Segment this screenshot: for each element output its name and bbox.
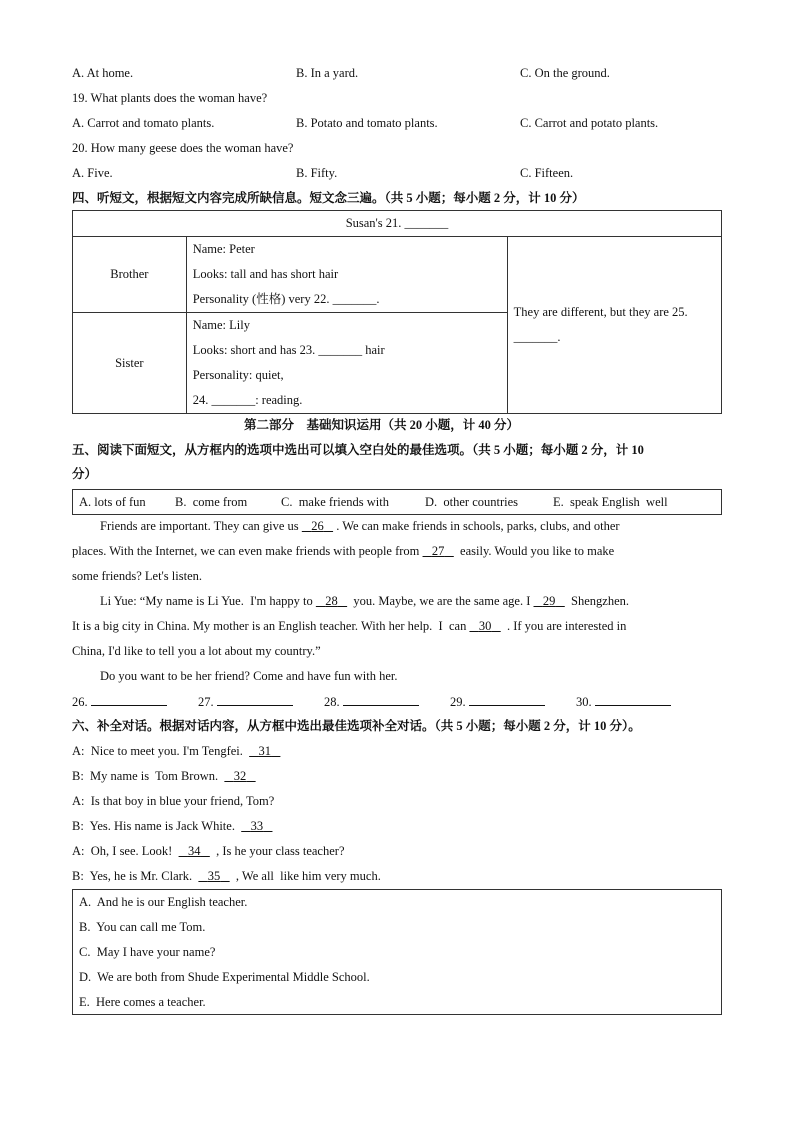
option-a: A. lots of fun <box>79 495 146 509</box>
dialogue-line-5: A: Oh, I see. Look! 34 , Is he your class teacher? <box>72 844 345 858</box>
option-c: C. make friends with <box>281 495 389 509</box>
section5-heading-line2: 分） <box>72 467 98 481</box>
blank-26: 26 <box>311 519 324 533</box>
brother-name: Name: Peter <box>192 242 255 256</box>
brother-personality: Personality (性格) very 22. _______. <box>192 292 380 306</box>
passage-line-6: China, I'd like to tell you a lot about my country.” <box>72 644 321 658</box>
option-d: D. other countries <box>425 495 519 509</box>
q19-option-a: A. Carrot and tomato plants. <box>72 116 215 130</box>
answer-29: 29. <box>450 693 545 710</box>
q20-option-c: C. Fifteen. <box>520 166 574 180</box>
table-title: Susan's 21. _______ <box>73 211 722 237</box>
part2-heading: 第二部分 基础知识运用（共 20 小题，计 40 分） <box>244 418 520 432</box>
blank-32: 32 <box>233 769 247 783</box>
q18-option-c: C. On the ground. <box>520 66 610 80</box>
blank-34: 34 <box>187 844 201 858</box>
passage-line-4: Li Yue: “My name is Li Yue. I'm happy to 28 you. Maybe, we are the same age. I 29 Shengzhen. <box>100 594 629 608</box>
answer-30: 30. <box>576 693 671 710</box>
q19-option-b: B. Potato and tomato plants. <box>296 116 438 130</box>
blank-29: 29 <box>542 594 556 608</box>
blank-30: 30 <box>478 619 492 633</box>
dialogue-option-a: A. And he is our English teacher. <box>79 895 248 909</box>
info-table <box>72 210 722 414</box>
dialogue-line-3: A: Is that boy in blue your friend, Tom? <box>72 794 275 808</box>
dialogue-option-d: D. We are both from Shude Experimental Middle School. <box>79 970 370 984</box>
answer-26: 26. <box>72 693 167 710</box>
q20-stem: 20. How many geese does the woman have? <box>72 141 294 155</box>
section4-heading: 四、听短文，根据短文内容完成所缺信息。短文念三遍。（共 5 小题；每小题 2 分，计 10 分） <box>72 191 585 205</box>
blank-27: 27 <box>431 544 445 558</box>
comparison-cell: They are different, but they are 25. _______. <box>507 237 721 414</box>
passage-line-5: It is a big city in China. My mother is an English teacher. With her help. I can 30 . If you are interested in <box>72 619 627 633</box>
brother-looks: Looks: tall and has short hair <box>192 267 339 281</box>
passage-line-2: places. With the Internet, we can even make friends with people from 27 easily. Would you like to make <box>72 544 615 558</box>
answer-28: 28. <box>324 693 419 710</box>
dialogue-line-4: B: Yes. His name is Jack White. 33 <box>72 818 272 834</box>
sister-hobby: 24. _______: reading. <box>192 393 303 407</box>
dialogue-option-b: B. You can call me Tom. <box>79 920 206 934</box>
sister-label: Sister <box>73 313 187 414</box>
sister-name: Name: Lily <box>192 318 250 332</box>
section6-options-box <box>72 889 722 1015</box>
q20-option-b: B. Fifty. <box>296 166 338 180</box>
section5-heading-line1: 五、阅读下面短文，从方框内的选项中选出可以填入空白处的最佳选项。（共 5 小题；每小题 2 分，计 10 <box>72 443 644 457</box>
section5-options-box <box>72 489 722 515</box>
q18-option-a: A. At home. <box>72 66 134 80</box>
option-e: E. speak English well <box>553 495 668 509</box>
dialogue-line-6: B: Yes, he is Mr. Clark. 35 , We all like him very much. <box>72 869 381 883</box>
blank-33: 33 <box>250 819 264 833</box>
q19-option-c: C. Carrot and potato plants. <box>520 116 659 130</box>
sister-info <box>186 313 507 414</box>
q20-option-a: A. Five. <box>72 166 113 180</box>
dialogue-option-c: C. May I have your name? <box>79 945 216 959</box>
q19-stem: 19. What plants does the woman have? <box>72 91 268 105</box>
q18-option-b: B. In a yard. <box>296 66 359 80</box>
dialogue-option-e: E. Here comes a teacher. <box>79 995 206 1009</box>
sister-personality: Personality: quiet, <box>192 368 284 382</box>
brother-info <box>186 237 507 313</box>
option-b: B. come from <box>175 495 248 509</box>
section6-heading: 六、补全对话。根据对话内容，从方框中选出最佳选项补全对话。（共 5 小题；每小题 2 分，计 10 分）。 <box>72 719 641 733</box>
passage-line-1: Friends are important. They can give us 26 . We can make friends in schools, parks, clubs, and other <box>100 519 620 533</box>
dialogue-line-1: A: Nice to meet you. I'm Tengfei. 31 <box>72 743 280 759</box>
sister-looks: Looks: short and has 23. _______ hair <box>192 343 385 357</box>
passage-line-3: some friends? Let's listen. <box>72 569 202 583</box>
blank-28: 28 <box>325 594 338 608</box>
passage-line-7: Do you want to be her friend? Come and have fun with her. <box>100 669 398 683</box>
blank-35: 35 <box>207 869 221 883</box>
brother-label: Brother <box>73 237 187 313</box>
blank-31: 31 <box>258 744 272 758</box>
dialogue-line-2: B: My name is Tom Brown. 32 <box>72 768 256 784</box>
answer-27: 27. <box>198 693 293 710</box>
